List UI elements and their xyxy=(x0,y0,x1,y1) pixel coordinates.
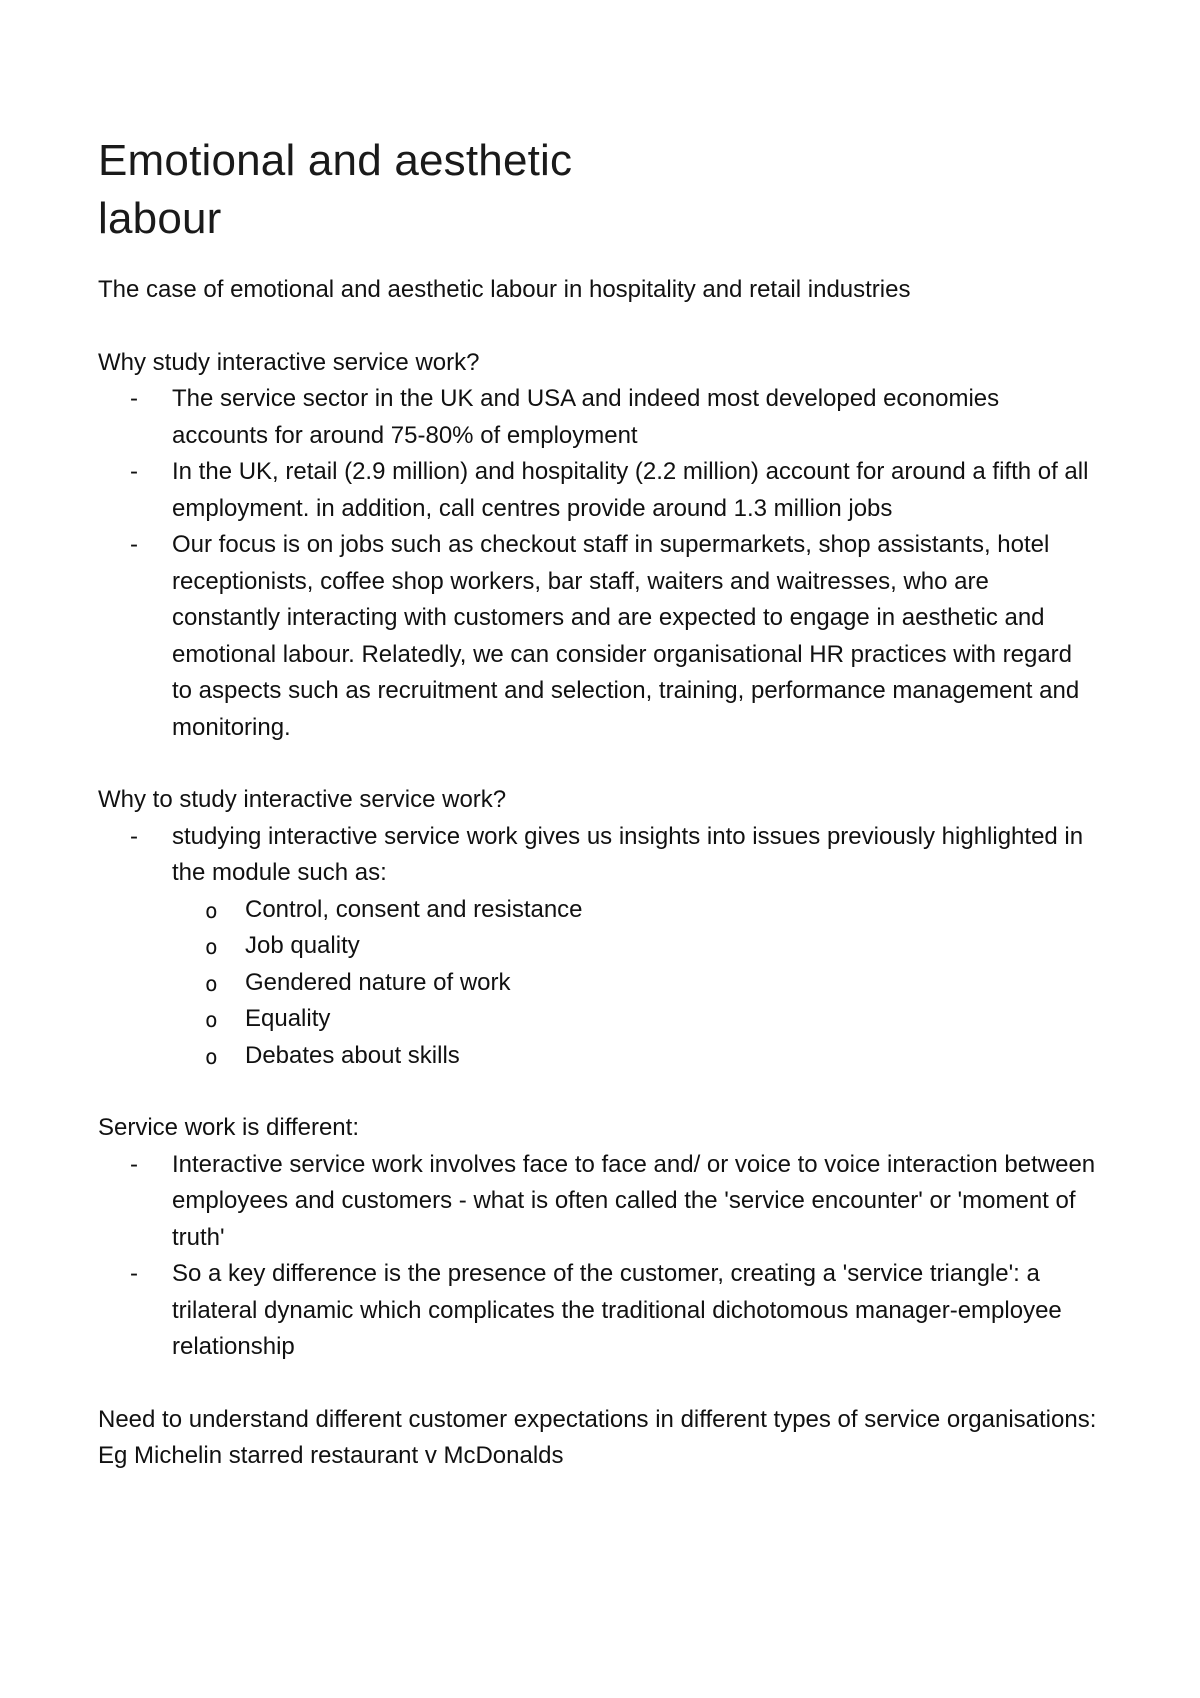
spacer xyxy=(98,1366,1098,1402)
list-item xyxy=(172,819,1098,1075)
document-content xyxy=(98,132,1098,1582)
spacer xyxy=(98,309,1098,345)
list-item-text: studying interactive service work gives us insights into issues previously highlighted in the module such as: xyxy=(172,822,1084,886)
list-item: - Interactive service work involves face to face and/ or voice to voice interaction between employees and customers - what is often called the 'service encounter' or 'moment of truth' xyxy=(172,1147,1098,1257)
list-item: - So a key difference is the presence of the customer, creating a 'service triangle': a trilateral dynamic which complicates the traditional dichotomous manager-employee relationship xyxy=(172,1256,1098,1366)
page-title xyxy=(98,132,1098,248)
sub-list-item: o Control, consent and resistance xyxy=(245,892,1098,929)
section-heading-why-study: Why study interactive service work? xyxy=(98,348,480,376)
page-title-line-2: labour xyxy=(98,194,222,243)
sub-list-item: o Equality xyxy=(245,1001,1098,1038)
spacer xyxy=(98,746,1098,782)
example-line: Eg Michelin starred restaurant v McDonalds xyxy=(98,1442,564,1469)
bullet-list-why-to-study xyxy=(98,819,1098,1075)
section-heading-service-work-different: Service work is different: xyxy=(98,1114,359,1141)
section-heading-customer-expectations: Need to understand different customer expectations in different types of service organisations: xyxy=(98,1405,1097,1433)
sub-list-item: o Debates about skills xyxy=(245,1038,1098,1075)
section-heading-why-to-study: Why to study interactive service work? xyxy=(98,786,507,813)
list-item: - In the UK, retail (2.9 million) and hospitality (2.2 million) account for around a fifth of all employment. in addition, call centres provide around 1.3 million jobs xyxy=(172,454,1098,527)
intro-paragraph: The case of emotional and aesthetic labour in hospitality and retail industries xyxy=(98,276,911,303)
bullet-list-service-work-different xyxy=(98,1147,1098,1366)
bullet-list-why-study xyxy=(98,381,1098,746)
sub-list-item: o Gendered nature of work xyxy=(245,965,1098,1002)
spacer xyxy=(98,1074,1098,1110)
sub-list-issues xyxy=(172,892,1098,1075)
list-item: - Our focus is on jobs such as checkout staff in supermarkets, shop assistants, hotel receptionists, coffee shop workers, bar staff, waiters and waitresses, who are constantly interacting with customers and are expected to engage in aesthetic and emotional labour. Relatedly, we can consider organisational HR practices with regard to aspects such as recruitment and selection, training, performance management and monitoring. xyxy=(172,527,1098,746)
page-title-line-1: Emotional and aesthetic xyxy=(98,136,573,185)
list-item: - The service sector in the UK and USA and indeed most developed economies accounts for around 75-80% of employment xyxy=(172,381,1098,454)
sub-list-item: o Job quality xyxy=(245,928,1098,965)
